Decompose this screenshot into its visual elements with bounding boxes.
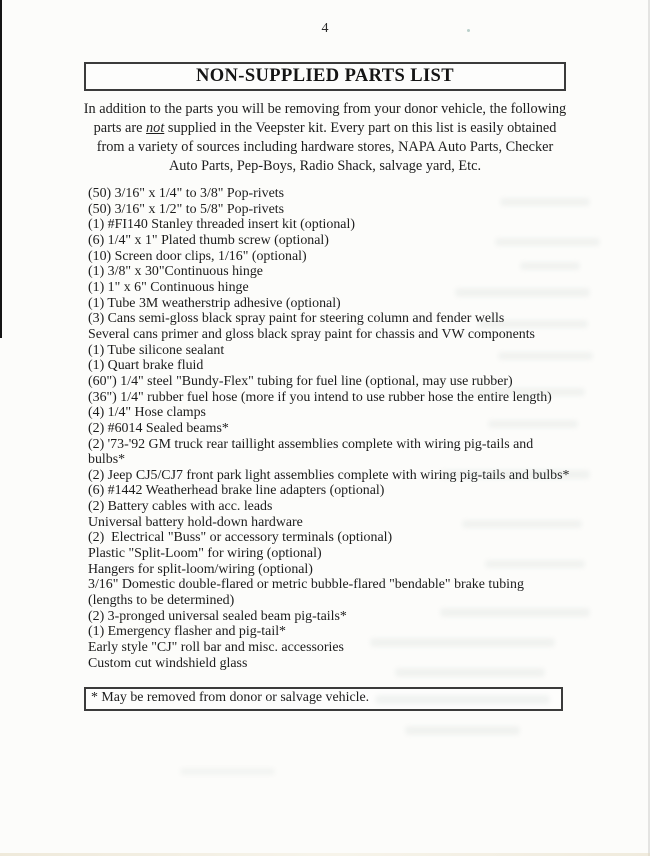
scan-edge-artifact xyxy=(0,0,2,338)
part-item: (2) #6014 Sealed beams* xyxy=(88,420,229,436)
part-item: Custom cut windshield glass xyxy=(88,655,248,671)
part-item: (36") 1/4" rubber fuel hose (more if you intend to use rubber hose the entire length) xyxy=(88,389,552,405)
part-item: (2) '73-'92 GM truck rear taillight assemblies complete with wiring pig-tails and bulbs* xyxy=(88,436,537,468)
scan-bleed-artifact xyxy=(405,726,520,735)
part-item: Plastic "Split-Loom" for wiring (optional) xyxy=(88,546,322,562)
page-number: 4 xyxy=(321,21,329,36)
part-item: (1) Tube 3M weatherstrip adhesive (optional) xyxy=(88,295,341,311)
part-item: (6) #1442 Weatherhead brake line adapters (optional) xyxy=(88,483,385,499)
part-item: Hangers for split-loom/wiring (optional) xyxy=(88,561,313,577)
part-item: (2) Battery cables with acc. leads xyxy=(88,499,273,515)
part-item: (4) 1/4" Hose clamps xyxy=(88,405,206,421)
part-item: Universal battery hold-down hardware xyxy=(88,514,303,530)
part-item: (2) Electrical "Buss" or accessory terminals (optional) xyxy=(88,530,393,546)
part-item: (50) 3/16" x 1/2" to 5/8" Pop-rivets xyxy=(88,201,285,217)
intro-paragraph xyxy=(82,100,568,176)
page-title: NON-SUPPLIED PARTS LIST xyxy=(195,66,454,86)
title-box xyxy=(84,62,566,91)
part-item: (3) Cans semi-gloss black spray paint for steering column and fender wells xyxy=(88,311,505,327)
part-item: (1) 1" x 6" Continuous hinge xyxy=(88,279,249,295)
part-item: (10) Screen door clips, 1/16" (optional) xyxy=(88,248,307,264)
intro-emphasized-word: not xyxy=(146,120,165,136)
part-item: (1) #FI140 Stanley threaded insert kit (optional) xyxy=(88,217,355,233)
part-item: (50) 3/16" x 1/4" to 3/8" Pop-rivets xyxy=(88,186,285,201)
part-item: (6) 1/4" x 1" Plated thumb screw (optional) xyxy=(88,232,329,248)
part-item: (2) 3-pronged universal sealed beam pig-tails* xyxy=(88,608,347,624)
parts-list xyxy=(88,186,572,671)
footnote-text: * May be removed from donor or salvage vehicle. xyxy=(91,690,370,705)
scan-speck-artifact xyxy=(467,29,470,32)
part-item: (2) Jeep CJ5/CJ7 front park light assemblies complete with wiring pig-tails and bulbs* xyxy=(88,467,570,483)
part-item: (60") 1/4" steel "Bundy-Flex" tubing for fuel line (optional, may use rubber) xyxy=(88,373,513,389)
part-item: 3/16" Domestic double-flared or metric bubble-flared "bendable" brake tubing (lengths to be determined) xyxy=(88,577,528,609)
part-item: (1) Tube silicone sealant xyxy=(88,342,225,358)
intro-text-after: supplied in the Veepster kit. Every part on this list is easily obtained from a variety of sources including hardware stores, NAPA Auto Parts, Checker Auto Parts, Pep-Boys, Radio Shack, salvage yard, Etc. xyxy=(96,120,557,174)
part-item: Early style "CJ" roll bar and misc. accessories xyxy=(88,640,344,656)
footnote-box xyxy=(84,687,563,711)
part-item: (1) 3/8" x 30"Continuous hinge xyxy=(88,264,263,280)
intro-text-before: In addition to the parts you will be removing from your donor vehicle, the following parts are xyxy=(83,101,567,136)
scan-bleed-artifact xyxy=(180,768,275,775)
part-item: (1) Emergency flasher and pig-tail* xyxy=(88,624,286,640)
part-item: (1) Quart brake fluid xyxy=(88,358,204,374)
part-item: Several cans primer and gloss black spray paint for chassis and VW components xyxy=(88,326,535,342)
